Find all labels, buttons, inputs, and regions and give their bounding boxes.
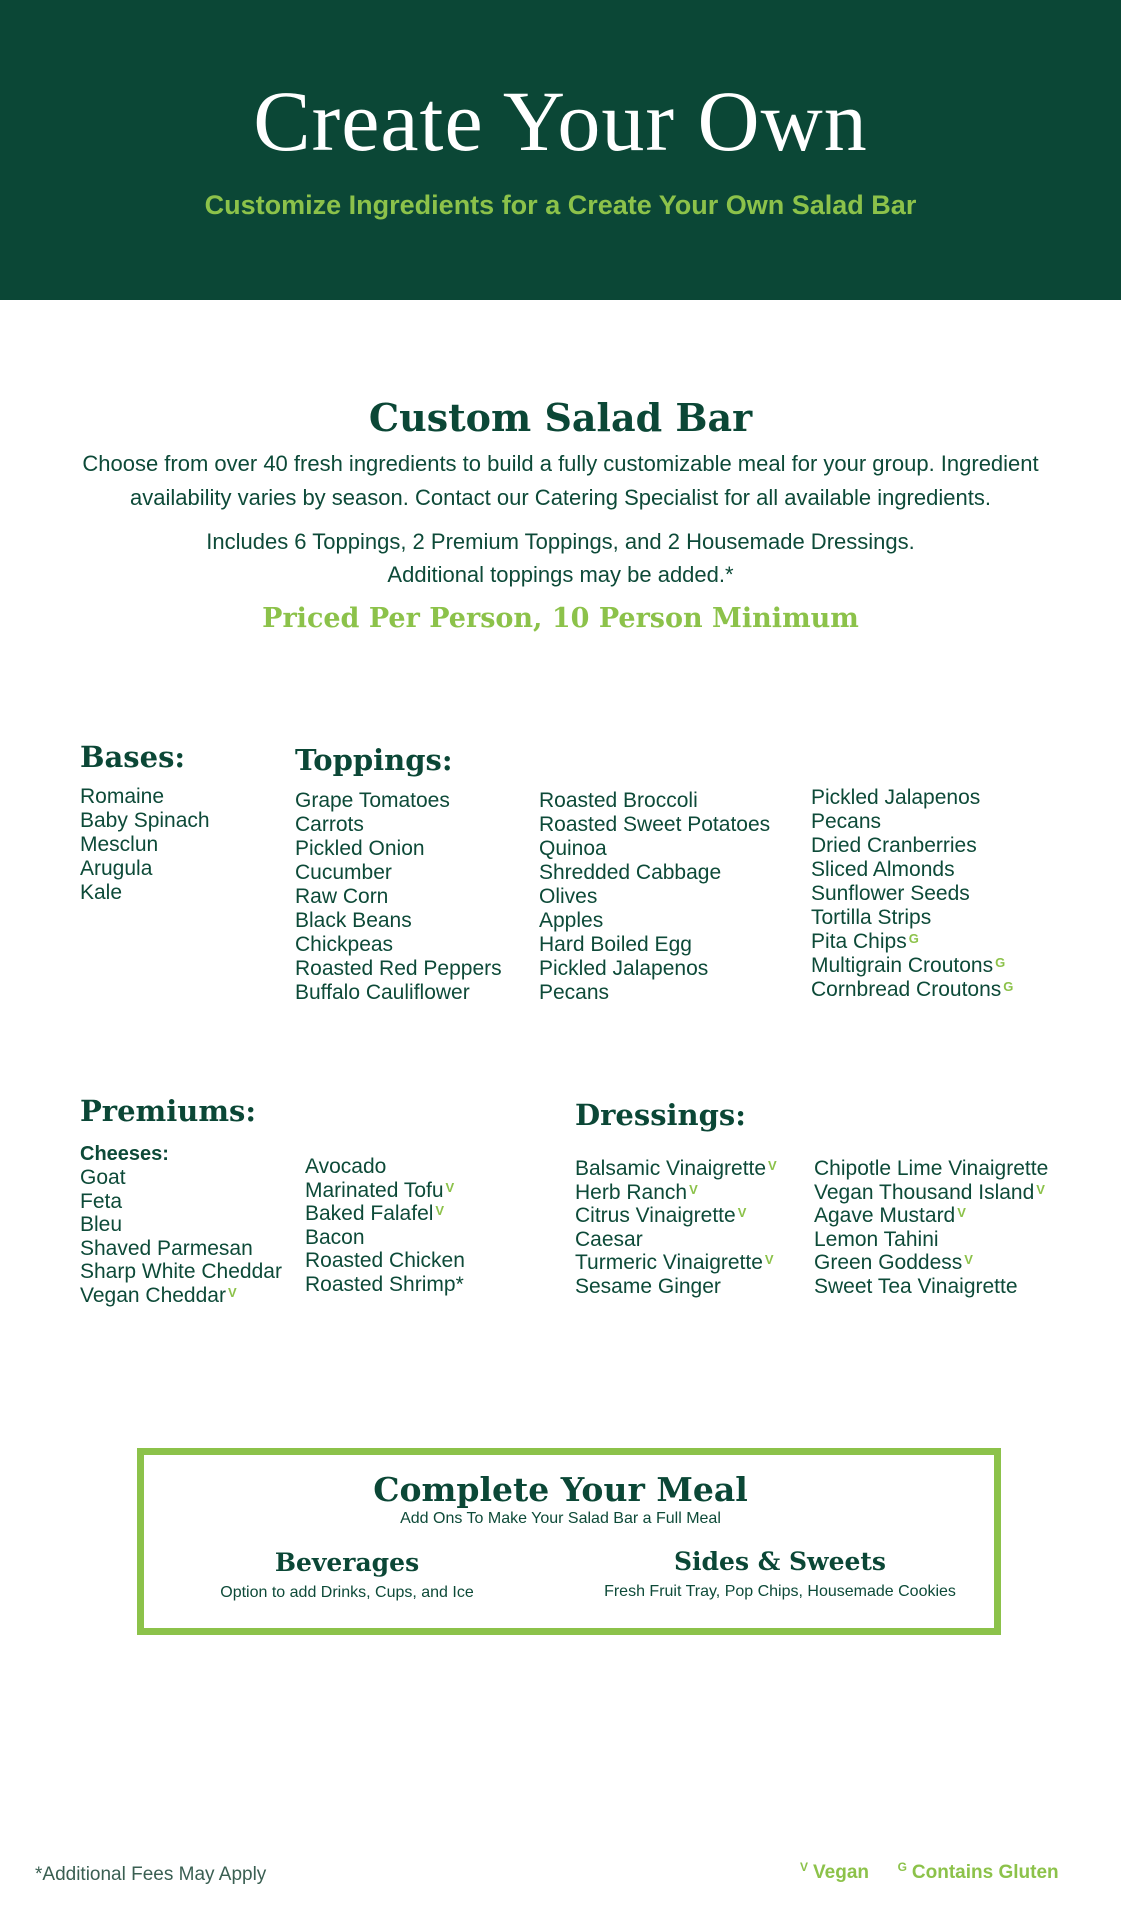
list-item: Balsamic Vinaigrette $^V$ [575, 1157, 777, 1180]
list-item: Bleu [80, 1213, 123, 1237]
list-item: Vegan Thousand Island $^V$ [814, 1180, 1045, 1204]
cheeses-list [80, 1166, 282, 1308]
list-item: Buffalo Cauliflower [295, 981, 470, 1004]
list-item: Roasted Chicken [305, 1249, 465, 1273]
list-item: Shredded Cabbage [539, 861, 722, 884]
gluten-label: Contains Gluten [911, 1862, 1059, 1883]
list-item: Turmeric Vinaigrette $^V$ [575, 1251, 774, 1275]
intro-paragraph-line-1: Choose from over 40 fresh ingredients to build a fully customizable meal for your group. Ingredient [82, 451, 1039, 476]
list-item: Quinoa [539, 837, 607, 860]
list-item: Baby Spinach [80, 809, 210, 832]
list-item: Sharp White Cheddar [80, 1260, 282, 1284]
beverages-text: Option to add Drinks, Cups, and Ice [220, 1584, 474, 1601]
dressings-list-col-2 [814, 1157, 1048, 1299]
page-subtitle: Customize Ingredients for a Create Your Own Salad Bar [204, 190, 917, 220]
list-item: Feta [80, 1189, 123, 1213]
list-item: Roasted Shrimp* [305, 1272, 464, 1296]
footer-note: *Additional Fees May Apply [35, 1864, 267, 1885]
list-item: Roasted Broccoli [539, 789, 698, 812]
pricing-note: Priced Per Person, 10 Person Minimum [262, 603, 859, 634]
dietary-legend [800, 1862, 1059, 1884]
vegan-tag: V [1036, 1181, 1045, 1197]
dressings-list-col-1 [575, 1157, 777, 1299]
list-item: Bacon [305, 1225, 365, 1249]
sides-heading: Sides & Sweets [674, 1547, 886, 1576]
list-item: Roasted Sweet Potatoes [539, 813, 771, 836]
vegan-tag: V [445, 1179, 455, 1195]
section-title-custom-salad-bar: Custom Salad Bar [368, 395, 753, 440]
list-item: Shaved Parmesan [80, 1236, 253, 1260]
cheeses-label: Cheeses: [80, 1143, 169, 1165]
includes-line-2: Additional toppings may be added.* [387, 562, 734, 587]
list-item: Goat [80, 1166, 126, 1189]
vegan-tag: V [689, 1181, 698, 1197]
gluten-tag: G [995, 955, 1006, 970]
list-item: Multigrain Croutons $^G$ [811, 954, 1006, 977]
list-item: Sweet Tea Vinaigrette [814, 1274, 1018, 1298]
list-item: Pecans [811, 810, 882, 833]
vegan-tag: V [737, 1205, 747, 1221]
list-item: Dried Cranberries [811, 834, 977, 857]
premium-proteins-list [305, 1155, 465, 1297]
list-item: Baked Falafel $^V$ [305, 1202, 445, 1226]
sides-text: Fresh Fruit Tray, Pop Chips, Housemade Cookies [604, 1583, 956, 1600]
meal-subtitle: Add Ons To Make Your Salad Bar a Full Meal [400, 1510, 721, 1527]
list-item: Citrus Vinaigrette $^V$ [575, 1204, 747, 1228]
list-item: Mesclun [80, 833, 159, 856]
list-item: Carrots [295, 813, 364, 836]
vegan-symbol: V [800, 1860, 809, 1874]
list-item: Hard Boiled Egg [539, 933, 692, 956]
gluten-tag: G [1003, 979, 1014, 994]
page-title: Create Your Own [253, 73, 868, 169]
includes-line-1: Includes 6 Toppings, 2 Premium Toppings, and 2 Housemade Dressings. [206, 529, 915, 554]
list-item: Chipotle Lime Vinaigrette [814, 1157, 1049, 1180]
list-item: Roasted Red Peppers [295, 957, 502, 980]
list-item: Romaine [80, 785, 165, 808]
list-item: Marinated Tofu $^V$ [305, 1178, 455, 1202]
meal-title: Complete Your Meal [373, 1470, 748, 1509]
list-item: Tortilla Strips [811, 906, 932, 929]
list-item: Cucumber [295, 861, 392, 884]
toppings-list-col-1 [295, 789, 502, 1005]
list-item: Chickpeas [295, 933, 394, 956]
list-item: Raw Corn [295, 885, 389, 908]
list-item: Caesar [575, 1227, 643, 1251]
list-item: Olives [539, 885, 598, 908]
list-item: Apples [539, 909, 604, 932]
list-item: Herb Ranch $^V$ [575, 1180, 698, 1204]
list-item: Arugula [80, 857, 153, 880]
list-item: Sesame Ginger [575, 1274, 721, 1298]
list-item: Grape Tomatoes [295, 789, 450, 812]
list-item: Vegan Cheddar $^V$ [80, 1283, 237, 1307]
list-item: Pita Chips $^G$ [811, 930, 919, 953]
list-item: Pickled Jalapenos [539, 957, 709, 980]
list-item: Black Beans [295, 909, 412, 932]
vegan-tag: V [957, 1205, 966, 1221]
list-item: Kale [80, 881, 123, 904]
list-item: Lemon Tahini [814, 1227, 939, 1251]
list-item: Green Goddess $^V$ [814, 1251, 973, 1275]
dressings-heading: Dressings: [575, 1098, 746, 1132]
vegan-label: Vegan [813, 1862, 869, 1883]
bases-heading: Bases: [80, 740, 186, 774]
premiums-heading: Premiums: [80, 1094, 257, 1128]
vegan-tag: V [227, 1284, 237, 1300]
beverages-heading: Beverages [274, 1548, 420, 1577]
list-item: Agave Mustard $^V$ [814, 1204, 966, 1228]
vegan-tag: V [964, 1252, 973, 1268]
list-item: Pickled Onion [295, 837, 425, 860]
bases-list [80, 785, 210, 905]
list-item: Pickled Jalapenos [811, 786, 981, 809]
vegan-tag: V [768, 1158, 777, 1173]
list-item: Sunflower Seeds [811, 882, 970, 905]
gluten-symbol: G [897, 1860, 907, 1874]
toppings-heading: Toppings: [295, 743, 453, 777]
toppings-list-col-3 [811, 786, 1013, 1002]
list-item: Cornbread Croutons $^G$ [811, 978, 1014, 1001]
gluten-tag: G [908, 931, 919, 946]
list-item: Pecans [539, 981, 610, 1004]
toppings-list-col-2 [539, 789, 770, 1005]
intro-paragraph-line-2: availability varies by season. Contact our Catering Specialist for all available ingredients. [130, 485, 991, 510]
list-item: Avocado [305, 1155, 387, 1178]
vegan-tag: V [764, 1252, 774, 1268]
vegan-tag: V [435, 1203, 445, 1219]
list-item: Sliced Almonds [811, 858, 955, 881]
